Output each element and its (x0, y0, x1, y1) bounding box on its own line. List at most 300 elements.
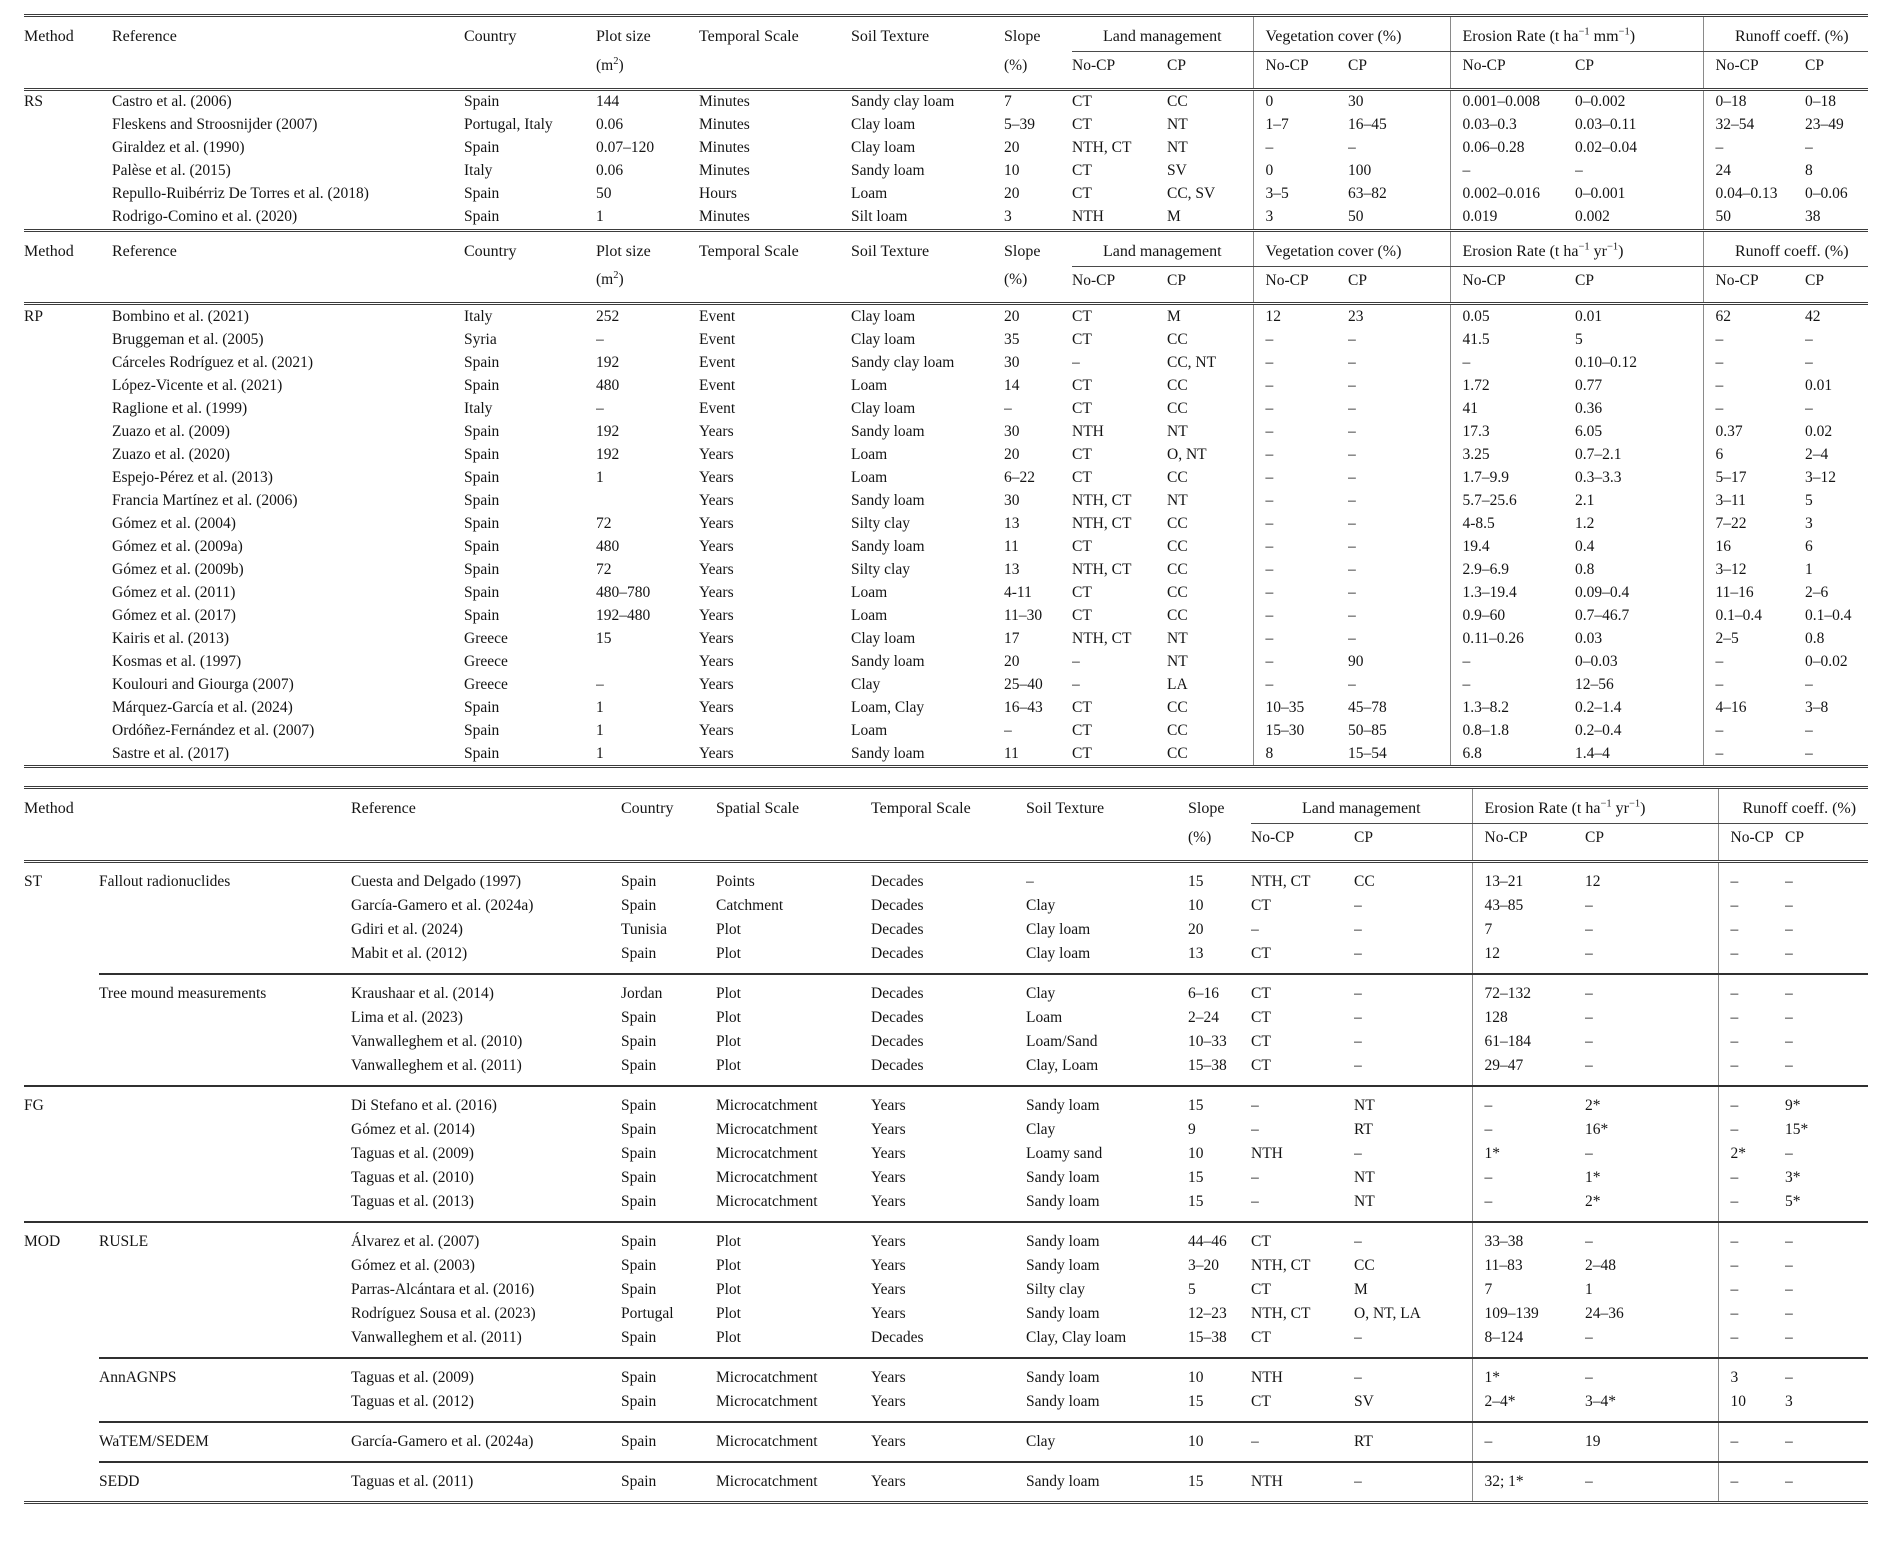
cell-country: Spain (464, 376, 500, 394)
cell-reference: Ordóñez-Fernández et al. (2007) (112, 721, 315, 739)
cell-er-nocp: – (1472, 1190, 1585, 1222)
cell-spatial-scale: Microcatchment (716, 1144, 818, 1162)
cell-slope: 20 (1004, 307, 1020, 325)
cell-plot-size: 0.07–120 (596, 139, 655, 157)
cell-method (24, 397, 112, 420)
cell-plot-size: – (596, 330, 604, 348)
cell-lm-nocp: CT (1251, 1222, 1354, 1254)
cell-ro-nocp: – (1718, 1086, 1785, 1118)
empty-cell (851, 266, 1004, 304)
cell-method (24, 160, 112, 183)
cell-soil-texture: Clay (1026, 974, 1188, 1006)
col-reference: Reference (112, 28, 177, 45)
cell-submethod (99, 1326, 351, 1358)
table-row (24, 1358, 1868, 1390)
cell-method (24, 1118, 99, 1142)
cell-spatial-scale: Plot (716, 944, 741, 962)
panel-gap (24, 768, 1868, 786)
cell-method (24, 673, 112, 696)
cell-veg-cp: – (1348, 376, 1356, 394)
cell-lm-cp: RT (1354, 1120, 1373, 1138)
cell-ro-nocp: – (1718, 894, 1785, 918)
cell-submethod (99, 942, 351, 974)
cell-soil-texture: Clay loam (851, 139, 916, 157)
cell-ro-nocp: – (1718, 1006, 1785, 1030)
cell-er-nocp: 4-8.5 (1450, 512, 1575, 535)
bottom-table-body (24, 861, 1868, 1501)
cell-plot-size: 0.06 (596, 116, 624, 134)
cell-lm-cp: LA (1167, 675, 1188, 693)
subcol-cp: CP (1785, 824, 1868, 862)
empty-cell (112, 52, 464, 90)
cell-plot-size: 480 (596, 537, 620, 555)
table-row (24, 1278, 1868, 1302)
cell-submethod (99, 1030, 351, 1054)
cell-lm-nocp: CT (1072, 606, 1092, 624)
cell-method (24, 512, 112, 535)
cell-temporal-scale: Years (871, 1256, 906, 1274)
table-row (24, 942, 1868, 974)
cell-country: Italy (464, 162, 493, 180)
cell-temporal-scale: Years (699, 560, 734, 578)
subcol-no-cp: No-CP (1703, 52, 1805, 90)
cell-submethod: Fallout radionuclides (99, 872, 231, 890)
cell-ro-cp: – (1785, 896, 1793, 914)
cell-reference: Bombino et al. (2021) (112, 307, 249, 325)
empty-cell (24, 824, 99, 862)
cell-reference: Gómez et al. (2017) (112, 606, 236, 624)
cell-er-nocp: 0.06–0.28 (1450, 137, 1575, 160)
cell-slope: 6–16 (1188, 974, 1251, 1006)
cell-ro-nocp: – (1718, 942, 1785, 974)
col-method: Method (24, 800, 74, 817)
cell-method (24, 206, 112, 229)
cell-ro-nocp: – (1718, 1278, 1785, 1302)
col-reference: Reference (112, 242, 177, 260)
header-row (24, 789, 1868, 824)
cell-submethod (99, 1254, 351, 1278)
cell-country: Spain (464, 208, 500, 226)
empty-cell (699, 52, 851, 90)
cell-submethod (99, 1302, 351, 1326)
cell-country: Spain (464, 445, 500, 463)
table-row (24, 581, 1868, 604)
cell-lm-cp: NT (1167, 139, 1188, 157)
cell-veg-cp: 23 (1348, 307, 1364, 325)
table-row (24, 1030, 1868, 1054)
col-country: Country (464, 28, 517, 45)
cell-lm-nocp: – (1251, 1120, 1259, 1138)
cell-ro-nocp: – (1703, 328, 1805, 351)
cell-temporal-scale: Years (699, 744, 734, 762)
subcol-cp: CP (1167, 52, 1253, 90)
cell-er-cp: 0.7–2.1 (1575, 445, 1622, 463)
subcol-no-cp: No-CP (1072, 266, 1167, 304)
cell-method (24, 1030, 99, 1054)
cell-soil-texture: Sandy loam (1026, 1222, 1188, 1254)
cell-ro-cp: 3–12 (1805, 468, 1836, 486)
cell-ro-cp: – (1785, 1462, 1868, 1501)
col-soil-texture: Soil Texture (851, 28, 930, 45)
cell-submethod: SEDD (99, 1462, 351, 1501)
cell-country: Spain (621, 896, 657, 914)
cell-veg-nocp: – (1253, 581, 1348, 604)
cell-reference: Gómez et al. (2003) (351, 1256, 475, 1274)
cell-country: Spain (621, 1032, 657, 1050)
cell-method (24, 742, 112, 765)
cell-country: Spain (621, 872, 657, 890)
cell-slope: 12–23 (1188, 1304, 1227, 1322)
cell-ro-nocp: 0.37 (1703, 420, 1805, 443)
cell-temporal-scale: Years (699, 422, 734, 440)
cell-plot-size: 15 (596, 629, 612, 647)
cell-country: Spain (464, 353, 500, 371)
cell-spatial-scale: Plot (716, 1280, 741, 1298)
cell-er-nocp: – (1472, 1166, 1585, 1190)
cell-veg-cp: – (1348, 606, 1356, 624)
cell-veg-nocp: 3 (1253, 206, 1348, 229)
cell-ro-nocp: – (1703, 719, 1805, 742)
cell-temporal-scale: Event (699, 353, 736, 371)
cell-temporal-scale: Event (699, 376, 736, 394)
cell-slope: – (1004, 399, 1012, 417)
subcol-cp: CP (1805, 266, 1868, 304)
header-row (24, 17, 1868, 52)
cell-soil-texture: Sandy loam (851, 491, 925, 509)
cell-er-nocp: 0.019 (1450, 206, 1575, 229)
cell-soil-texture: – (1026, 872, 1034, 890)
cell-veg-nocp: – (1253, 535, 1348, 558)
cell-method (24, 183, 112, 206)
cell-temporal-scale: Years (699, 629, 734, 647)
cell-slope: 30 (1004, 353, 1020, 371)
cell-slope: 13 (1004, 514, 1020, 532)
cell-lm-nocp: CT (1251, 1008, 1271, 1026)
cell-er-cp: 0.03 (1575, 629, 1603, 647)
cell-er-cp: – (1585, 1358, 1718, 1390)
cell-reference: Zuazo et al. (2020) (112, 445, 230, 463)
cell-method (24, 650, 112, 673)
cell-reference: Francia Martínez et al. (2006) (112, 491, 298, 509)
cell-method (24, 443, 112, 466)
cell-slope: 10 (1188, 896, 1204, 914)
cell-temporal-scale: Years (871, 1222, 1026, 1254)
cell-soil-texture: Sandy clay loam (851, 93, 955, 111)
cell-ro-nocp: – (1718, 1054, 1785, 1086)
cell-temporal-scale: Years (699, 468, 734, 486)
cell-lm-cp: CC (1167, 537, 1188, 555)
cell-method (24, 1390, 99, 1422)
cell-method (24, 719, 112, 742)
cell-ro-nocp: – (1703, 374, 1805, 397)
cell-er-cp: 16* (1585, 1120, 1609, 1138)
cell-spatial-scale: Plot (716, 1008, 741, 1026)
cell-lm-nocp: CT (1072, 744, 1092, 762)
cell-soil-texture: Loam (851, 185, 888, 203)
cell-lm-nocp: CT (1251, 896, 1271, 914)
cell-temporal-scale: Event (699, 399, 736, 417)
cell-country: Spain (464, 491, 500, 509)
cell-er-cp: – (1585, 944, 1593, 962)
cell-lm-cp: SV (1167, 162, 1187, 180)
cell-lm-cp: – (1354, 896, 1362, 914)
cell-er-nocp: – (1472, 1118, 1585, 1142)
subcol-cp: CP (1575, 266, 1703, 304)
cell-reference: Koulouri and Giourga (2007) (112, 675, 294, 693)
cell-ro-cp: 0.1–0.4 (1805, 606, 1852, 624)
cell-er-cp: 0.2–1.4 (1575, 698, 1622, 716)
col-temporal-scale: Temporal Scale (699, 242, 799, 260)
cell-soil-texture: Loam (851, 721, 888, 739)
cell-ro-cp: 5 (1805, 491, 1813, 509)
cell-method (24, 489, 112, 512)
cell-reference: Vanwalleghem et al. (2011) (351, 1328, 522, 1346)
cell-lm-cp: – (1354, 974, 1472, 1006)
cell-ro-cp: 42 (1805, 307, 1821, 325)
cell-temporal-scale: Years (699, 652, 734, 670)
cell-er-cp: 2.1 (1575, 491, 1595, 509)
cell-lm-nocp: CT (1251, 1328, 1271, 1346)
cell-slope: 20 (1004, 652, 1020, 670)
cell-reference: Cárceles Rodríguez et al. (2021) (112, 353, 313, 371)
cell-temporal-scale: Years (871, 1168, 906, 1186)
cell-lm-nocp: NTH (1251, 1462, 1354, 1501)
cell-ro-cp: 0.8 (1805, 629, 1825, 647)
cell-er-nocp: 17.3 (1450, 420, 1575, 443)
colgroup-runoff-coeff: Runoff coeff. (%) (1703, 232, 1868, 267)
cell-country: Spain (464, 744, 500, 762)
cell-er-nocp: 8–124 (1472, 1326, 1585, 1358)
cell-soil-texture: Loam (851, 583, 888, 601)
cell-ro-nocp: 3 (1718, 1358, 1785, 1390)
table-row (24, 183, 1868, 206)
cell-soil-texture: Clay loam (851, 629, 916, 647)
cell-er-cp: 24–36 (1585, 1304, 1624, 1322)
cell-ro-nocp: – (1703, 650, 1805, 673)
cell-lm-nocp: NTH, CT (1072, 514, 1132, 532)
cell-veg-nocp: – (1253, 397, 1348, 420)
cell-method (24, 604, 112, 627)
cell-lm-nocp: CT (1072, 399, 1092, 417)
cell-spatial-scale: Points (716, 872, 755, 890)
cell-ro-cp: – (1805, 399, 1813, 417)
empty-cell (24, 52, 112, 90)
st-fg-mod-table (24, 789, 1868, 1501)
table-row (24, 742, 1868, 765)
cell-reference: Mabit et al. (2012) (351, 944, 468, 962)
cell-lm-cp: CC (1167, 698, 1188, 716)
cell-ro-cp: 5* (1785, 1192, 1801, 1210)
cell-country: Greece (464, 652, 508, 670)
cell-veg-nocp: 8 (1253, 742, 1348, 765)
cell-er-cp: 0.002 (1575, 208, 1610, 226)
bottom-table-header (24, 789, 1868, 861)
colgroup-vegetation-cover: Vegetation cover (%) (1253, 17, 1450, 52)
cell-lm-cp: CC (1167, 583, 1188, 601)
cell-lm-cp: NT (1354, 1168, 1375, 1186)
cell-plot-size: 192 (596, 353, 620, 371)
cell-er-cp: 0.10–0.12 (1575, 353, 1637, 371)
cell-lm-nocp: CT (1072, 698, 1092, 716)
cell-lm-nocp: CT (1072, 468, 1092, 486)
cell-reference: Sastre et al. (2017) (112, 744, 230, 762)
cell-method (24, 1142, 99, 1166)
cell-ro-nocp: – (1718, 918, 1785, 942)
cell-temporal-scale: Years (699, 491, 734, 509)
cell-country: Spain (621, 1256, 657, 1274)
cell-lm-nocp: CT (1072, 93, 1092, 111)
cell-er-cp: 0.2–0.4 (1575, 721, 1622, 739)
cell-slope: 30 (1004, 491, 1020, 509)
cell-ro-nocp: – (1718, 1254, 1785, 1278)
cell-ro-cp: – (1785, 1328, 1793, 1346)
cell-er-nocp: 2.9–6.9 (1450, 558, 1575, 581)
cell-er-nocp: 0.9–60 (1450, 604, 1575, 627)
plot-size-unit: $(m^2)$ (596, 266, 699, 304)
cell-ro-nocp: 50 (1703, 206, 1805, 229)
subcol-cp: CP (1575, 52, 1703, 90)
cell-method (24, 1054, 99, 1086)
cell-ro-cp: – (1785, 1422, 1868, 1462)
cell-lm-cp: M (1167, 307, 1181, 325)
table-row (24, 1462, 1868, 1501)
cell-slope: 7 (1004, 93, 1012, 111)
cell-lm-cp: NT (1354, 1086, 1472, 1118)
cell-temporal-scale: Years (699, 698, 734, 716)
cell-reference: Taguas et al. (2010) (351, 1168, 474, 1186)
subcol-cp: CP (1348, 266, 1450, 304)
cell-lm-cp: CC, SV (1167, 185, 1216, 203)
cell-ro-cp: – (1785, 1032, 1793, 1050)
cell-plot-size: 252 (596, 307, 620, 325)
table-row (24, 558, 1868, 581)
subcol-cp: CP (1167, 266, 1253, 304)
cell-soil-texture: Sandy loam (1026, 1192, 1100, 1210)
subcol-no-cp: No-CP (1450, 266, 1575, 304)
cell-veg-nocp: – (1253, 673, 1348, 696)
cell-ro-cp: – (1785, 920, 1793, 938)
cell-er-cp: – (1585, 1008, 1593, 1026)
cell-er-cp: – (1585, 1032, 1593, 1050)
cell-lm-cp: NT (1167, 422, 1188, 440)
table-row (24, 894, 1868, 918)
cell-er-cp: 1.4–4 (1575, 744, 1610, 762)
cell-submethod (99, 1086, 351, 1118)
rs-table (24, 17, 1868, 229)
cell-veg-cp: – (1348, 445, 1356, 463)
cell-temporal-scale: Decades (871, 872, 924, 890)
cell-er-cp: 19 (1585, 1422, 1718, 1462)
cell-method (24, 1254, 99, 1278)
cell-er-nocp: 1.72 (1450, 374, 1575, 397)
cell-reference: Gdiri et al. (2024) (351, 920, 463, 938)
cell-temporal-scale: Years (871, 1280, 906, 1298)
cell-lm-nocp: – (1251, 1086, 1354, 1118)
cell-method (24, 1166, 99, 1190)
cell-country: Spain (464, 139, 500, 157)
cell-ro-cp: 0–0.06 (1805, 185, 1848, 203)
colgroup-erosion-rate: Erosion Rate (t $ha^{-1}$ $yr^{-1}$) (1450, 232, 1703, 267)
table-row (24, 160, 1868, 183)
cell-lm-nocp: – (1072, 353, 1080, 371)
cell-slope: 3–20 (1188, 1256, 1219, 1274)
cell-temporal-scale: Years (699, 537, 734, 555)
cell-ro-nocp: – (1703, 673, 1805, 696)
cell-submethod (99, 918, 351, 942)
cell-lm-cp: – (1354, 1008, 1362, 1026)
cell-reference: López-Vicente et al. (2021) (112, 376, 283, 394)
cell-country: Spain (621, 1192, 657, 1210)
cell-method (24, 1462, 99, 1501)
cell-veg-cp: 100 (1348, 162, 1372, 180)
cell-lm-cp: – (1354, 1144, 1362, 1162)
cell-spatial-scale: Microcatchment (716, 1422, 871, 1462)
cell-slope: 25–40 (1004, 675, 1043, 693)
colgroup-vegetation-cover: Vegetation cover (%) (1253, 232, 1450, 267)
cell-ro-cp: 2–6 (1805, 583, 1829, 601)
col-slope: Slope (1004, 28, 1041, 45)
cell-country: Spain (621, 1462, 716, 1501)
cell-country: Spain (621, 1222, 716, 1254)
cell-er-cp: 5 (1575, 330, 1583, 348)
table-row (24, 1118, 1868, 1142)
cell-ro-cp: – (1785, 1222, 1868, 1254)
cell-temporal-scale: Years (871, 1358, 1026, 1390)
cell-soil-texture: Clay loam (1026, 920, 1091, 938)
table-row (24, 420, 1868, 443)
cell-er-cp: – (1585, 1462, 1718, 1501)
cell-country: Spain (464, 698, 500, 716)
cell-ro-cp: 6 (1805, 537, 1813, 555)
cell-soil-texture: Loam (851, 606, 888, 624)
cell-reference: Márquez-García et al. (2024) (112, 698, 293, 716)
cell-lm-nocp: CT (1072, 307, 1092, 325)
cell-reference: Raglione et al. (1999) (112, 399, 248, 417)
table-row (24, 512, 1868, 535)
cell-plot-size: 1 (596, 698, 604, 716)
subcol-no-cp: No-CP (1251, 824, 1354, 862)
cell-veg-cp: 50 (1348, 208, 1364, 226)
cell-slope: 14 (1004, 376, 1020, 394)
cell-method (24, 1190, 99, 1222)
cell-method (24, 137, 112, 160)
cell-veg-nocp: 15–30 (1253, 719, 1348, 742)
cell-spatial-scale: Plot (716, 920, 741, 938)
cell-soil-texture: Loam (851, 468, 888, 486)
cell-veg-cp: – (1348, 330, 1356, 348)
cell-spatial-scale: Plot (716, 974, 871, 1006)
cell-soil-texture: Clay loam (851, 330, 916, 348)
cell-method (24, 1302, 99, 1326)
cell-slope: 9 (1188, 1120, 1196, 1138)
cell-reference: García-Gamero et al. (2024a) (351, 1422, 621, 1462)
cell-er-cp: 0.09–0.4 (1575, 583, 1630, 601)
header-units-row (24, 266, 1868, 304)
cell-ro-cp: – (1785, 1280, 1793, 1298)
cell-reference: Taguas et al. (2011) (351, 1462, 621, 1501)
cell-submethod (99, 1166, 351, 1190)
cell-er-cp: 0.4 (1575, 537, 1595, 555)
cell-reference: Vanwalleghem et al. (2011) (351, 1056, 522, 1074)
cell-ro-cp: 3* (1785, 1168, 1801, 1186)
cell-ro-nocp: 2–5 (1703, 627, 1805, 650)
cell-ro-cp: – (1805, 744, 1813, 762)
cell-lm-cp: CC (1167, 514, 1188, 532)
cell-er-nocp: – (1450, 650, 1575, 673)
cell-temporal-scale: Years (871, 1086, 1026, 1118)
cell-ro-nocp: – (1718, 1302, 1785, 1326)
cell-er-cp: 2–48 (1585, 1256, 1616, 1274)
